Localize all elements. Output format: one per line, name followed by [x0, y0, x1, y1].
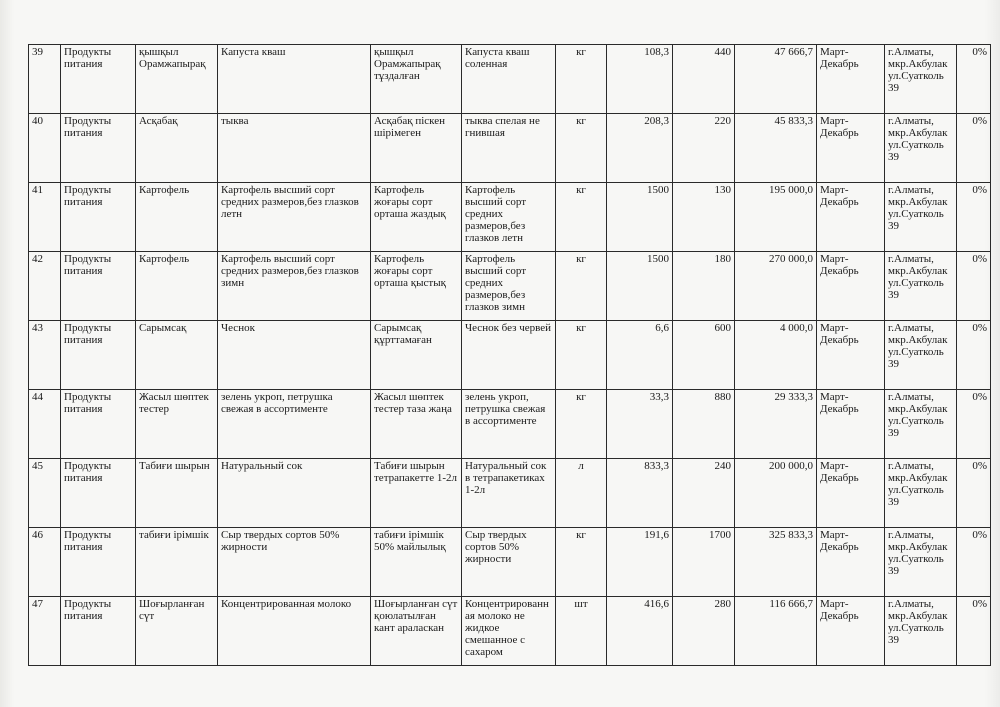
description-kz-cell: Картофель жоғары сорт орташа қыстық	[371, 252, 462, 321]
address-cell: г.Алматы, мкр.Акбулак ул.Суатколь 39	[885, 183, 957, 252]
quantity-cell: 833,3	[607, 459, 673, 528]
description-kz-cell: Картофель жоғары сорт орташа жаздық	[371, 183, 462, 252]
row-number: 41	[29, 183, 61, 252]
address-cell: г.Алматы, мкр.Акбулак ул.Суатколь 39	[885, 597, 957, 666]
period-cell: Март-Декабрь	[817, 321, 885, 390]
price-cell: 240	[673, 459, 735, 528]
description-kz-cell: Сарымсақ құрттамаған	[371, 321, 462, 390]
row-number: 45	[29, 459, 61, 528]
percent-cell: 0%	[957, 597, 991, 666]
description-kz-cell: Жасыл шөптек тестер таза жаңа	[371, 390, 462, 459]
percent-cell: 0%	[957, 45, 991, 114]
name-kz-cell: Картофель	[136, 183, 218, 252]
period-cell: Март-Декабрь	[817, 252, 885, 321]
quantity-cell: 33,3	[607, 390, 673, 459]
description-ru-cell: Концентрированная молоко не жидкое смешанное с сахаром	[462, 597, 556, 666]
period-cell: Март-Декабрь	[817, 390, 885, 459]
row-number: 47	[29, 597, 61, 666]
percent-cell: 0%	[957, 321, 991, 390]
price-cell: 220	[673, 114, 735, 183]
address-cell: г.Алматы, мкр.Акбулак ул.Суатколь 39	[885, 45, 957, 114]
name-kz-cell: қышқыл Орамжапырақ	[136, 45, 218, 114]
price-cell: 440	[673, 45, 735, 114]
quantity-cell: 1500	[607, 252, 673, 321]
description-ru-cell: Картофель высший сорт средних размеров,без глазков зимн	[462, 252, 556, 321]
description-kz-cell: Асқабақ піскен шірімеген	[371, 114, 462, 183]
period-cell: Март-Декабрь	[817, 459, 885, 528]
description-ru-cell: зелень укроп, петрушка свежая в ассортименте	[462, 390, 556, 459]
row-number: 43	[29, 321, 61, 390]
sum-cell: 325 833,3	[735, 528, 817, 597]
percent-cell: 0%	[957, 528, 991, 597]
name-ru-cell: Картофель высший сорт средних размеров,без глазков летн	[218, 183, 371, 252]
unit-cell: кг	[556, 390, 607, 459]
quantity-cell: 108,3	[607, 45, 673, 114]
description-ru-cell: Сыр твердых сортов 50% жирности	[462, 528, 556, 597]
table-row	[29, 114, 991, 183]
category-cell: Продукты питания	[61, 528, 136, 597]
quantity-cell: 208,3	[607, 114, 673, 183]
table-row	[29, 597, 991, 666]
address-cell: г.Алматы, мкр.Акбулак ул.Суатколь 39	[885, 252, 957, 321]
category-cell: Продукты питания	[61, 252, 136, 321]
row-number: 40	[29, 114, 61, 183]
percent-cell: 0%	[957, 114, 991, 183]
category-cell: Продукты питания	[61, 597, 136, 666]
procurement-table-sheet	[28, 44, 990, 666]
percent-cell: 0%	[957, 390, 991, 459]
name-kz-cell: Шоғырланған сүт	[136, 597, 218, 666]
name-kz-cell: Асқабақ	[136, 114, 218, 183]
table-row	[29, 183, 991, 252]
name-ru-cell: Натуральный сок	[218, 459, 371, 528]
name-ru-cell: зелень укроп, петрушка свежая в ассортименте	[218, 390, 371, 459]
quantity-cell: 1500	[607, 183, 673, 252]
table-row	[29, 45, 991, 114]
procurement-table	[28, 44, 991, 666]
address-cell: г.Алматы, мкр.Акбулак ул.Суатколь 39	[885, 114, 957, 183]
price-cell: 600	[673, 321, 735, 390]
address-cell: г.Алматы, мкр.Акбулак ул.Суатколь 39	[885, 528, 957, 597]
description-ru-cell: Капуста кваш соленная	[462, 45, 556, 114]
name-ru-cell: Картофель высший сорт средних размеров,без глазков зимн	[218, 252, 371, 321]
percent-cell: 0%	[957, 459, 991, 528]
name-ru-cell: Капуста кваш	[218, 45, 371, 114]
table-row	[29, 459, 991, 528]
price-cell: 1700	[673, 528, 735, 597]
name-kz-cell: Сарымсақ	[136, 321, 218, 390]
description-kz-cell: табиғи ірімшік 50% майлылық	[371, 528, 462, 597]
period-cell: Март-Декабрь	[817, 114, 885, 183]
category-cell: Продукты питания	[61, 183, 136, 252]
unit-cell: л	[556, 459, 607, 528]
percent-cell: 0%	[957, 183, 991, 252]
row-number: 46	[29, 528, 61, 597]
name-ru-cell: Сыр твердых сортов 50% жирности	[218, 528, 371, 597]
name-ru-cell: Концентрированная молоко	[218, 597, 371, 666]
sum-cell: 47 666,7	[735, 45, 817, 114]
name-ru-cell: Чеснок	[218, 321, 371, 390]
row-number: 39	[29, 45, 61, 114]
name-kz-cell: Картофель	[136, 252, 218, 321]
quantity-cell: 416,6	[607, 597, 673, 666]
sum-cell: 195 000,0	[735, 183, 817, 252]
sum-cell: 4 000,0	[735, 321, 817, 390]
percent-cell: 0%	[957, 252, 991, 321]
period-cell: Март-Декабрь	[817, 183, 885, 252]
unit-cell: кг	[556, 183, 607, 252]
price-cell: 880	[673, 390, 735, 459]
name-ru-cell: тыква	[218, 114, 371, 183]
quantity-cell: 6,6	[607, 321, 673, 390]
period-cell: Март-Декабрь	[817, 597, 885, 666]
address-cell: г.Алматы, мкр.Акбулак ул.Суатколь 39	[885, 321, 957, 390]
sum-cell: 270 000,0	[735, 252, 817, 321]
category-cell: Продукты питания	[61, 45, 136, 114]
table-row	[29, 528, 991, 597]
sum-cell: 45 833,3	[735, 114, 817, 183]
description-kz-cell: қышқыл Орамжапырақ тұздалған	[371, 45, 462, 114]
category-cell: Продукты питания	[61, 390, 136, 459]
category-cell: Продукты питания	[61, 114, 136, 183]
unit-cell: кг	[556, 252, 607, 321]
sum-cell: 200 000,0	[735, 459, 817, 528]
description-kz-cell: Табиғи шырын тетрапакетте 1-2л	[371, 459, 462, 528]
period-cell: Март-Декабрь	[817, 45, 885, 114]
sum-cell: 116 666,7	[735, 597, 817, 666]
description-ru-cell: Чеснок без червей	[462, 321, 556, 390]
row-number: 42	[29, 252, 61, 321]
price-cell: 280	[673, 597, 735, 666]
price-cell: 130	[673, 183, 735, 252]
unit-cell: кг	[556, 528, 607, 597]
unit-cell: шт	[556, 597, 607, 666]
description-ru-cell: Картофель высший сорт средних размеров,без глазков летн	[462, 183, 556, 252]
unit-cell: кг	[556, 45, 607, 114]
table-row	[29, 321, 991, 390]
address-cell: г.Алматы, мкр.Акбулак ул.Суатколь 39	[885, 459, 957, 528]
name-kz-cell: Жасыл шөптек тестер	[136, 390, 218, 459]
row-number: 44	[29, 390, 61, 459]
name-kz-cell: табиғи ірімшік	[136, 528, 218, 597]
period-cell: Март-Декабрь	[817, 528, 885, 597]
price-cell: 180	[673, 252, 735, 321]
description-ru-cell: Натуральный сок в тетрапакетиках 1-2л	[462, 459, 556, 528]
category-cell: Продукты питания	[61, 459, 136, 528]
quantity-cell: 191,6	[607, 528, 673, 597]
category-cell: Продукты питания	[61, 321, 136, 390]
description-ru-cell: тыква спелая не гнившая	[462, 114, 556, 183]
table-row	[29, 252, 991, 321]
address-cell: г.Алматы, мкр.Акбулак ул.Суатколь 39	[885, 390, 957, 459]
description-kz-cell: Шоғырланған сүт қоюлатылған кант араласкан	[371, 597, 462, 666]
table-body	[29, 45, 991, 666]
table-row	[29, 390, 991, 459]
sum-cell: 29 333,3	[735, 390, 817, 459]
unit-cell: кг	[556, 321, 607, 390]
name-kz-cell: Табиғи шырын	[136, 459, 218, 528]
unit-cell: кг	[556, 114, 607, 183]
